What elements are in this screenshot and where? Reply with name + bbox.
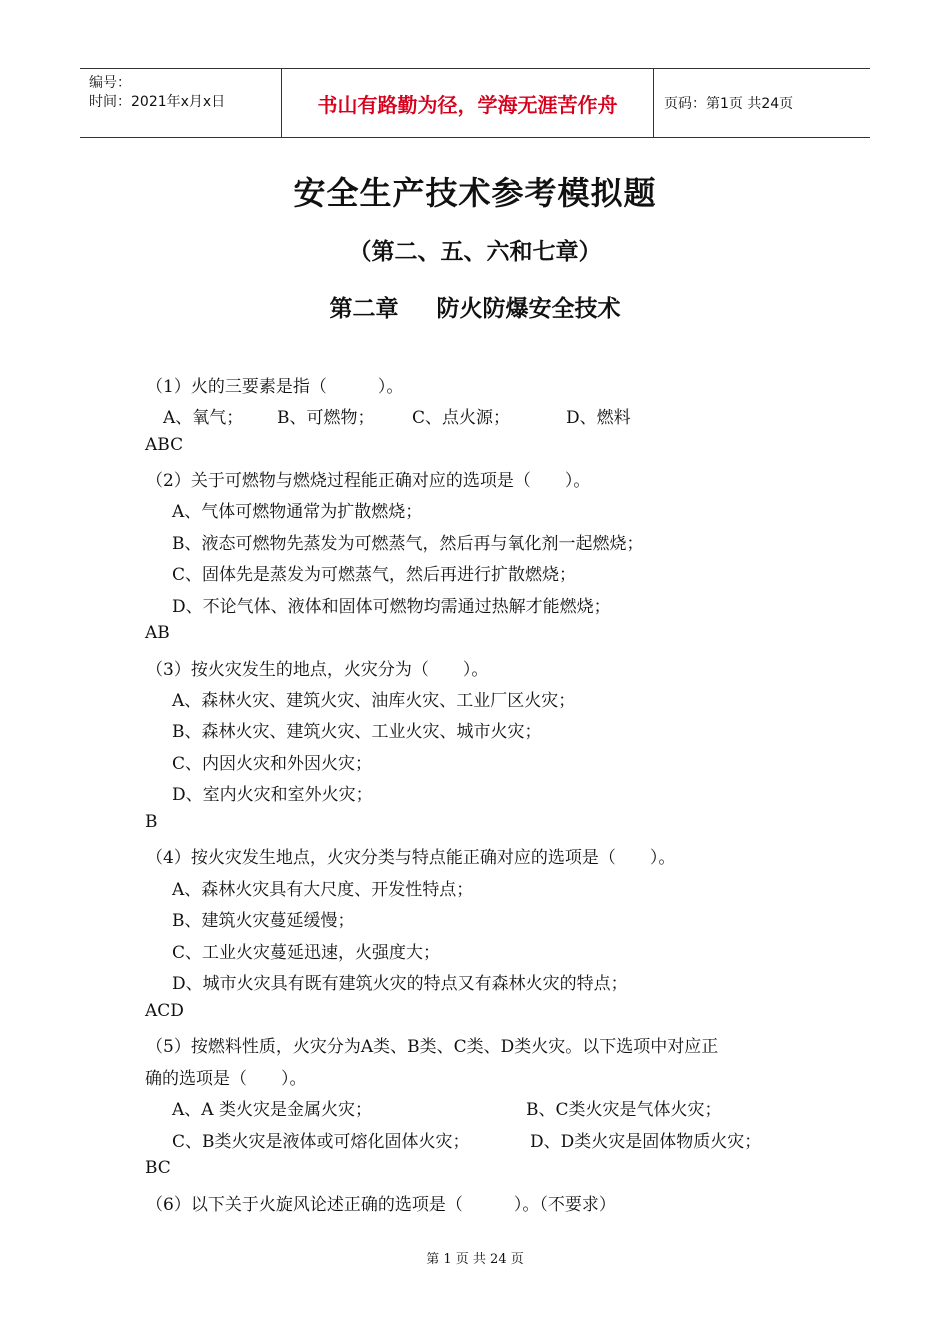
- q1-option-a: A、氧气；: [163, 408, 244, 428]
- q4-answer: ACD: [145, 1001, 184, 1021]
- q4-option-b: B、建筑火灾蔓延缓慢；: [172, 911, 355, 931]
- q5-option-a: A、A 类火灾是金属火灾；: [172, 1100, 372, 1120]
- header-page-info: 页码：第1页 共24页: [664, 96, 794, 112]
- q5-option-d: D、D类火灾是固体物质火灾；: [530, 1132, 762, 1152]
- page-header: [80, 68, 870, 138]
- q3-option-c: C、内因火灾和外因火灾；: [172, 754, 373, 774]
- q5-answer: BC: [145, 1158, 171, 1178]
- q1-answer: ABC: [145, 435, 184, 455]
- document-title: 安全生产技术参考模拟题: [293, 174, 657, 212]
- q1-option-b: B、可燃物；: [277, 408, 375, 428]
- q2-option-d: D、不论气体、液体和固体可燃物均需通过热解才能燃烧；: [172, 597, 611, 617]
- header-motto: 书山有路勤为径，学海无涯苦作舟: [317, 92, 618, 117]
- question-4: （4）按火灾发生地点，火灾分类与特点能正确对应的选项是（ ）。: [146, 848, 676, 868]
- q3-option-b: B、森林火灾、建筑火灾、工业火灾、城市火灾；: [172, 722, 542, 742]
- q1-option-c: C、点火源；: [412, 408, 511, 428]
- q3-answer: B: [145, 812, 158, 832]
- q2-option-b: B、液态可燃物先蒸发为可燃蒸气，然后再与氧化剂一起燃烧；: [172, 534, 644, 554]
- header-time-label: 时间：2021年x月x日: [89, 94, 226, 110]
- q4-option-a: A、森林火灾具有大尺度、开发性特点；: [172, 880, 474, 900]
- question-6: （6）以下关于火旋风论述正确的选项是（ ）。（不要求）: [146, 1195, 616, 1215]
- header-number-label: 编号：: [89, 75, 131, 91]
- q2-option-a: A、气体可燃物通常为扩散燃烧；: [172, 502, 423, 522]
- question-5-line-1: （5）按燃料性质，火灾分为A类、B类、C类、D类火灾。以下选项中对应正: [146, 1037, 719, 1057]
- chapter-heading: [0, 290, 950, 323]
- chapter-number: 第二章: [329, 296, 399, 322]
- header-motto-cell: [282, 69, 654, 137]
- q2-answer: AB: [145, 623, 170, 643]
- header-meta: [80, 69, 282, 137]
- question-2: （2）关于可燃物与燃烧过程能正确对应的选项是（ ）。: [146, 471, 591, 491]
- q4-option-c: C、工业火灾蔓延迅速，火强度大；: [172, 943, 441, 963]
- q3-option-a: A、森林火灾、建筑火灾、油库火灾、工业厂区火灾；: [172, 691, 576, 711]
- question-1: （1）火的三要素是指（ ）。: [146, 377, 404, 397]
- q5-option-c: C、B类火灾是液体或可熔化固体火灾；: [172, 1132, 470, 1152]
- page-footer: 第 1 页 共 24 页: [426, 1252, 524, 1267]
- q3-option-d: D、室内火灾和室外火灾；: [172, 785, 373, 805]
- document-subtitle: （第二、五、六和七章）: [348, 239, 602, 265]
- chapter-name: 防火防爆安全技术: [436, 296, 621, 322]
- q5-option-b: B、C类火灾是气体火灾；: [526, 1100, 722, 1120]
- q2-option-c: C、固体先是蒸发为可燃蒸气，然后再进行扩散燃烧；: [172, 565, 577, 585]
- question-3: （3）按火灾发生的地点，火灾分为（ ）。: [146, 660, 489, 680]
- q1-option-d: D、燃料: [566, 408, 631, 428]
- q4-option-d: D、城市火灾具有既有建筑火灾的特点又有森林火灾的特点；: [172, 974, 628, 994]
- question-5-line-2: 确的选项是（ ）。: [145, 1069, 307, 1089]
